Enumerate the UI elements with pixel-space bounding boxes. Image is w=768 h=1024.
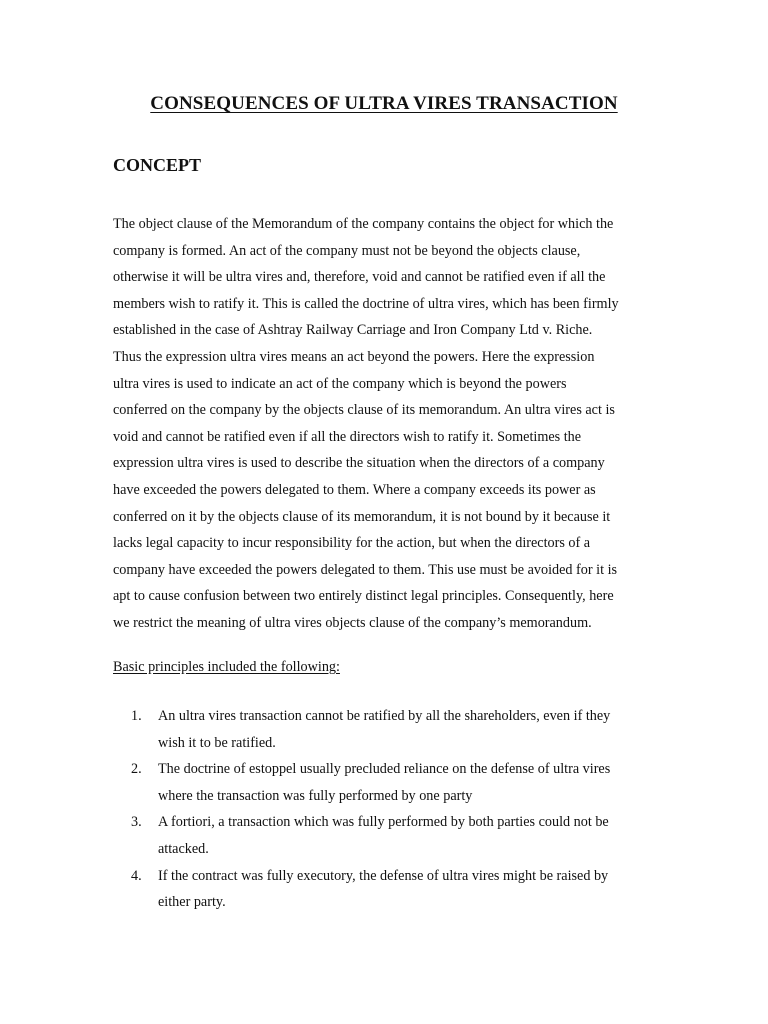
principles-list <box>131 703 651 916</box>
paragraph-line: otherwise it will be ultra vires and, therefore, void and cannot be ratified even if all the <box>113 269 606 286</box>
list-item <box>131 703 651 756</box>
paragraph-line: apt to cause confusion between two entirely distinct legal principles. Consequently, here <box>113 588 614 605</box>
principles-heading: Basic principles included the following: <box>113 659 340 675</box>
paragraph-line: company have exceeded the powers delegated to them. This use must be avoided for it is <box>113 561 618 578</box>
paragraph-line: we restrict the meaning of ultra vires objects clause of the company’s memorandum. <box>113 614 592 631</box>
list-item-text-line: wish it to be ratified. <box>158 734 276 751</box>
list-item <box>131 756 651 809</box>
paragraph-line: The object clause of the Memorandum of the company contains the object for which the <box>113 216 614 232</box>
list-item-text-line: attacked. <box>158 840 209 857</box>
paragraph-line: lacks legal capacity to incur responsibility for the action, but when the directors of a <box>113 535 591 552</box>
concept-paragraph <box>113 211 624 637</box>
list-item-number: 2. <box>131 761 142 778</box>
section-heading-concept: CONCEPT <box>113 155 202 175</box>
list-item-number: 4. <box>131 867 142 884</box>
list-item-number: 3. <box>131 814 142 831</box>
paragraph-line: company is formed. An act of the company must not be beyond the objects clause, <box>113 242 581 259</box>
list-item-text-line: where the transaction was fully performed by one party <box>158 787 473 804</box>
document-title: CONSEQUENCES OF ULTRA VIRES TRANSACTION <box>150 93 618 114</box>
paragraph-line: conferred on it by the objects clause of its memorandum, it is not bound by it because it <box>113 508 611 525</box>
list-item-text-line: A fortiori, a transaction which was fully performed by both parties could not be <box>158 814 609 831</box>
paragraph-line: Thus the expression ultra vires means an act beyond the powers. Here the expression <box>113 348 595 365</box>
paragraph-line: have exceeded the powers delegated to them. Where a company exceeds its power as <box>113 481 596 498</box>
list-item-text-line: either party. <box>158 894 226 911</box>
paragraph-line: conferred on the company by the objects clause of its memorandum. An ultra vires act is <box>113 402 615 419</box>
list-item-text-line: An ultra vires transaction cannot be ratified by all the shareholders, even if they <box>158 708 611 724</box>
list-item-number: 1. <box>131 708 142 724</box>
list-item <box>131 863 651 916</box>
list-item-text-line: The doctrine of estoppel usually precluded reliance on the defense of ultra vires <box>158 761 611 778</box>
paragraph-line: ultra vires is used to indicate an act of the company which is beyond the powers <box>113 375 567 392</box>
paragraph-line: expression ultra vires is used to describe the situation when the directors of a company <box>113 455 605 472</box>
paragraph-line: established in the case of Ashtray Railway Carriage and Iron Company Ltd v. Riche. <box>113 322 593 339</box>
list-item <box>131 809 651 862</box>
list-item-text-line: If the contract was fully executory, the defense of ultra vires might be raised by <box>158 867 609 884</box>
paragraph-line: void and cannot be ratified even if all the directors wish to ratify it. Sometimes the <box>113 428 582 445</box>
paragraph-line: members wish to ratify it. This is called the doctrine of ultra vires, which has been firmly <box>113 295 619 312</box>
